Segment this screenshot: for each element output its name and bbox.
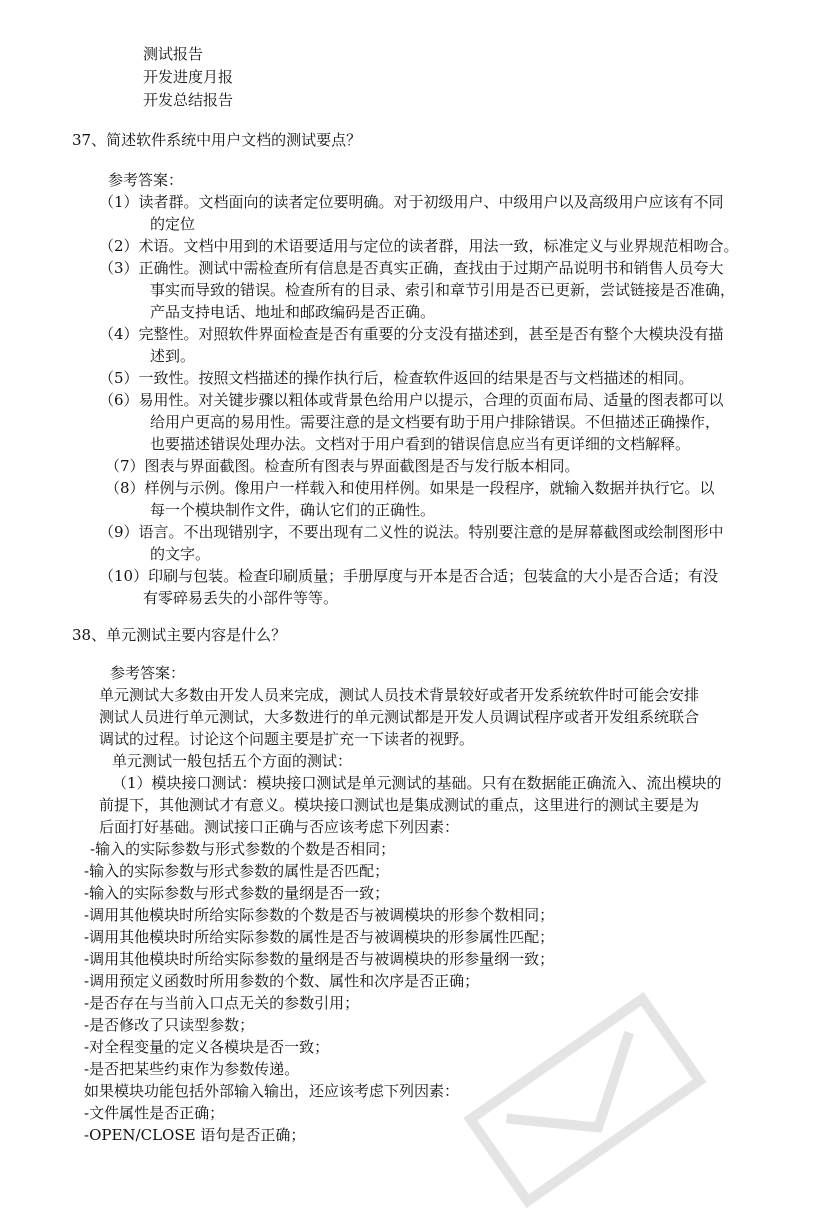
watermark-graphic — [456, 985, 713, 1215]
answer-line: -输入的实际参数与形式参数的量纲是否一致； — [84, 884, 390, 902]
answer-line: 单元测试一般包括五个方面的测试： — [112, 752, 353, 770]
question-38-heading: 38、单元测试主要内容是什么？ — [72, 626, 287, 644]
answer-line: （8）样例与示例。像用户一样载入和使用样例。如果是一段程序，就输入数据并执行它。以 — [105, 479, 715, 497]
question-37-heading: 37、简述软件系统中用户文档的测试要点？ — [72, 131, 362, 149]
answer-line: 有零碎易丢失的小部件等等。 — [143, 589, 339, 607]
answer-line: -调用其他模块时所给实际参数的属性是否与被调模块的形参属性匹配； — [84, 928, 555, 946]
answer-line: （1）读者群。文档面向的读者定位要明确。对于初级用户、中级用户以及高级用户应该有不同 — [99, 193, 724, 211]
answer-line: （10）印刷与包装。检查印刷质量；手册厚度与开本是否合适；包装盒的大小是否合适；有没 — [99, 567, 719, 585]
answer-line: -调用预定义函数时所用参数的个数、属性和次序是否正确； — [84, 972, 480, 990]
answer-line: 述到。 — [150, 347, 196, 365]
intro-item: 开发进度月报 — [143, 68, 234, 86]
answer-line: 给用户更高的易用性。需要注意的是文档要有助于用户排除错误。不但描述正确操作， — [150, 413, 721, 431]
answer-line: （7）图表与界面截图。检查所有图表与界面截图是否与发行版本相同。 — [105, 457, 580, 475]
answer-line: -调用其他模块时所给实际参数的量纲是否与被调模块的形参量纲一致； — [84, 950, 555, 968]
answer-line: 产品支持电话、地址和邮政编码是否正确。 — [150, 303, 436, 321]
answer-line: （1）模块接口测试：模块接口测试是单元测试的基础。只有在数据能正确流入、流出模块的 — [112, 774, 722, 792]
answer-line: -输入的实际参数与形式参数的属性是否匹配； — [84, 862, 390, 880]
answer-line: -OPEN/CLOSE 语句是否正确； — [84, 1126, 306, 1144]
answer-line: 也要描述错误处理办法。文档对于用户看到的错误信息应当有更详细的文档解释。 — [150, 435, 691, 453]
answer-line: -文件属性是否正确； — [84, 1104, 225, 1122]
intro-item: 开发总结报告 — [143, 91, 234, 109]
answer-line: -对全程变量的定义各模块是否一致； — [84, 1038, 330, 1056]
answer-line: 单元测试大多数由开发人员来完成，测试人员技术背景较好或者开发系统软件时可能会安排 — [99, 686, 700, 704]
answer-label: 参考答案： — [108, 171, 184, 189]
answer-line: （6）易用性。对关键步骤以粗体或背景色给用户以提示，合理的页面布局、适量的图表都可以 — [99, 391, 724, 409]
answer-line: （5）一致性。按照文档描述的操作执行后，检查软件返回的结果是否与文档描述的相同。 — [99, 369, 694, 387]
answer-line: -调用其他模块时所给实际参数的个数是否与被调模块的形参个数相同； — [84, 906, 555, 924]
answer-line: -是否把某些约束作为参数传递。 — [84, 1060, 300, 1078]
answer-line: -输入的实际参数与形式参数的个数是否相同； — [90, 840, 396, 858]
answer-line: （2）术语。文档中用到的术语要适用与定位的读者群，用法一致，标准定义与业界规范相吻合。 — [99, 237, 739, 255]
answer-line: （3）正确性。测试中需检查所有信息是否真实正确，查找由于过期产品说明书和销售人员夸大 — [99, 259, 724, 277]
answer-line: 的定位 — [150, 215, 196, 233]
answer-line: 后面打好基础。测试接口正确与否应该考虑下列因素： — [99, 818, 460, 836]
answer-line: 前提下，其他测试才有意义。模块接口测试也是集成测试的重点，这里进行的测试主要是为 — [99, 796, 700, 814]
answer-label: 参考答案： — [110, 664, 186, 682]
answer-line: 测试人员进行单元测试，大多数进行的单元测试都是开发人员调试程序或者开发组系统联合 — [99, 708, 700, 726]
answer-line: 调试的过程。讨论这个问题主要是扩充一下读者的视野。 — [99, 730, 475, 748]
answer-line: -是否存在与当前入口点无关的参数引用； — [84, 994, 360, 1012]
answer-line: 事实而导致的错误。检查所有的目录、索引和章节引用是否已更新，尝试链接是否准确， — [150, 281, 736, 299]
answer-line: -是否修改了只读型参数； — [84, 1016, 255, 1034]
answer-line: （9）语言。不出现错别字，不要出现有二义性的说法。特别要注意的是屏幕截图或绘制图形中 — [99, 523, 724, 541]
intro-item: 测试报告 — [143, 45, 204, 63]
answer-line: （4）完整性。对照软件界面检查是否有重要的分支没有描述到，甚至是否有整个大模块没有描 — [99, 325, 724, 343]
answer-line: 每一个模块制作文件，确认它们的正确性。 — [150, 501, 436, 519]
answer-line: 的文字。 — [150, 545, 211, 563]
answer-line: 如果模块功能包括外部输入输出，还应该考虑下列因素： — [84, 1082, 460, 1100]
